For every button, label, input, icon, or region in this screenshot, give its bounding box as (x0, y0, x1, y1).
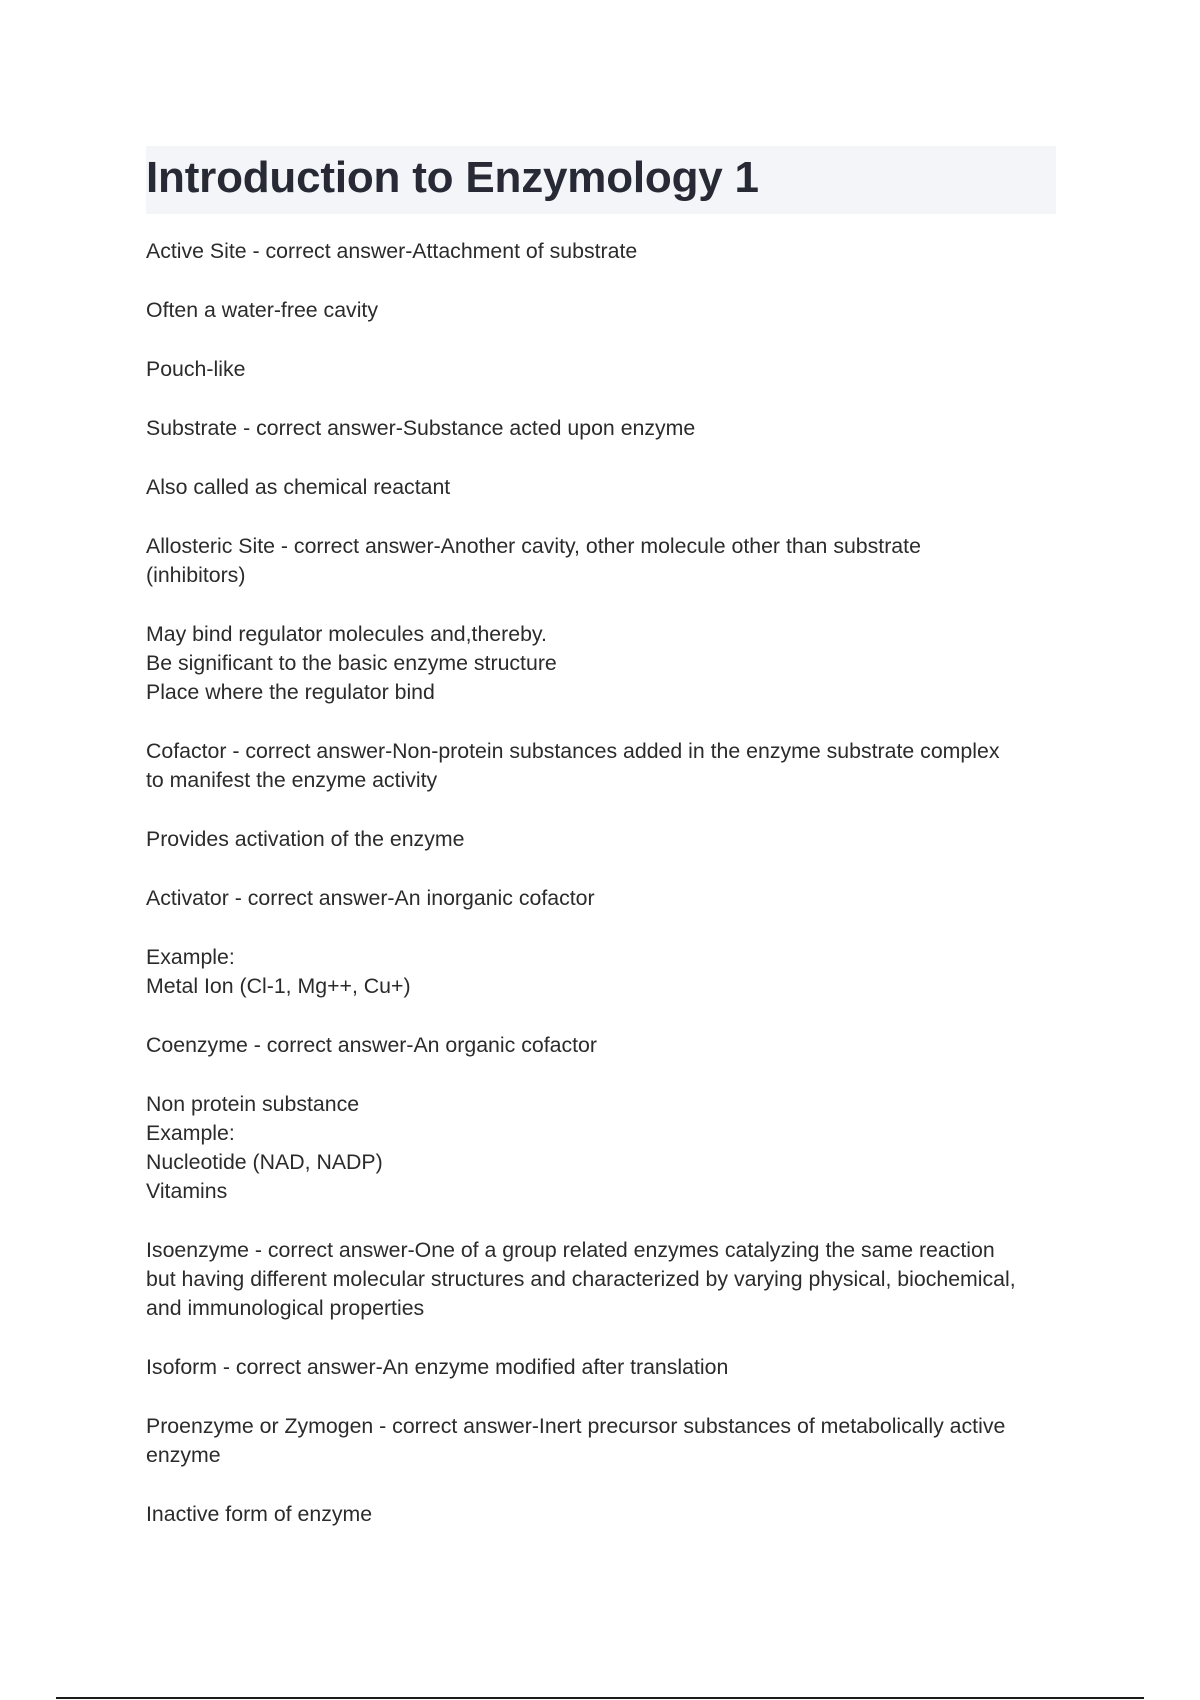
text-line: Activator - correct answer-An inorganic cofactor (146, 886, 595, 910)
text-paragraph (146, 414, 1056, 443)
text-paragraph (146, 532, 1056, 590)
text-line: Inactive form of enzyme (146, 1502, 373, 1526)
page-bottom-divider (56, 1697, 1144, 1699)
text-paragraph (146, 1031, 1056, 1060)
text-paragraph (146, 943, 1056, 1001)
text-line: enzyme (146, 1443, 221, 1467)
text-line: but having different molecular structures and characterized by varying physical, biochemical, (146, 1267, 1016, 1291)
text-line: Non protein substance (146, 1092, 360, 1116)
text-line: Coenzyme - correct answer-An organic cofactor (146, 1033, 597, 1057)
title-banner (146, 146, 1056, 214)
text-line: Provides activation of the enzyme (146, 827, 465, 851)
text-paragraph (146, 1500, 1056, 1529)
text-paragraph (146, 1353, 1056, 1382)
text-line: Active Site - correct answer-Attachment of substrate (146, 239, 638, 263)
text-line: Example: (146, 1121, 235, 1145)
text-line: Isoenzyme - correct answer-One of a group related enzymes catalyzing the same reaction (146, 1238, 995, 1262)
text-line: to manifest the enzyme activity (146, 768, 438, 792)
text-line: May bind regulator molecules and,thereby. (146, 622, 547, 646)
text-paragraph (146, 620, 1056, 707)
text-line: Pouch-like (146, 357, 246, 381)
text-line: Proenzyme or Zymogen - correct answer-Inert precursor substances of metabolically active (146, 1414, 1006, 1438)
document-body (146, 237, 1056, 1559)
text-line: Allosteric Site - correct answer-Another cavity, other molecule other than substrate (146, 534, 921, 558)
text-line: Cofactor - correct answer-Non-protein substances added in the enzyme substrate complex (146, 739, 1000, 763)
text-paragraph (146, 1236, 1056, 1323)
text-paragraph (146, 473, 1056, 502)
text-line: Substrate - correct answer-Substance acted upon enzyme (146, 416, 696, 440)
text-line: Be significant to the basic enzyme structure (146, 651, 557, 675)
text-line: Also called as chemical reactant (146, 475, 451, 499)
text-line: Isoform - correct answer-An enzyme modified after translation (146, 1355, 729, 1379)
text-line: and immunological properties (146, 1296, 425, 1320)
text-paragraph (146, 1090, 1056, 1206)
text-paragraph (146, 884, 1056, 913)
text-paragraph (146, 737, 1056, 795)
text-line: Nucleotide (NAD, NADP) (146, 1150, 383, 1174)
text-line: Vitamins (146, 1179, 228, 1203)
text-paragraph (146, 355, 1056, 384)
text-line: Often a water-free cavity (146, 298, 378, 322)
text-line: (inhibitors) (146, 563, 246, 587)
text-line: Metal Ion (Cl-1, Mg++, Cu+) (146, 974, 411, 998)
text-line: Place where the regulator bind (146, 680, 435, 704)
text-paragraph (146, 237, 1056, 266)
text-line: Example: (146, 945, 235, 969)
text-paragraph (146, 296, 1056, 325)
text-paragraph (146, 1412, 1056, 1470)
page-title: Introduction to Enzymology 1 (146, 153, 759, 202)
text-paragraph (146, 825, 1056, 854)
